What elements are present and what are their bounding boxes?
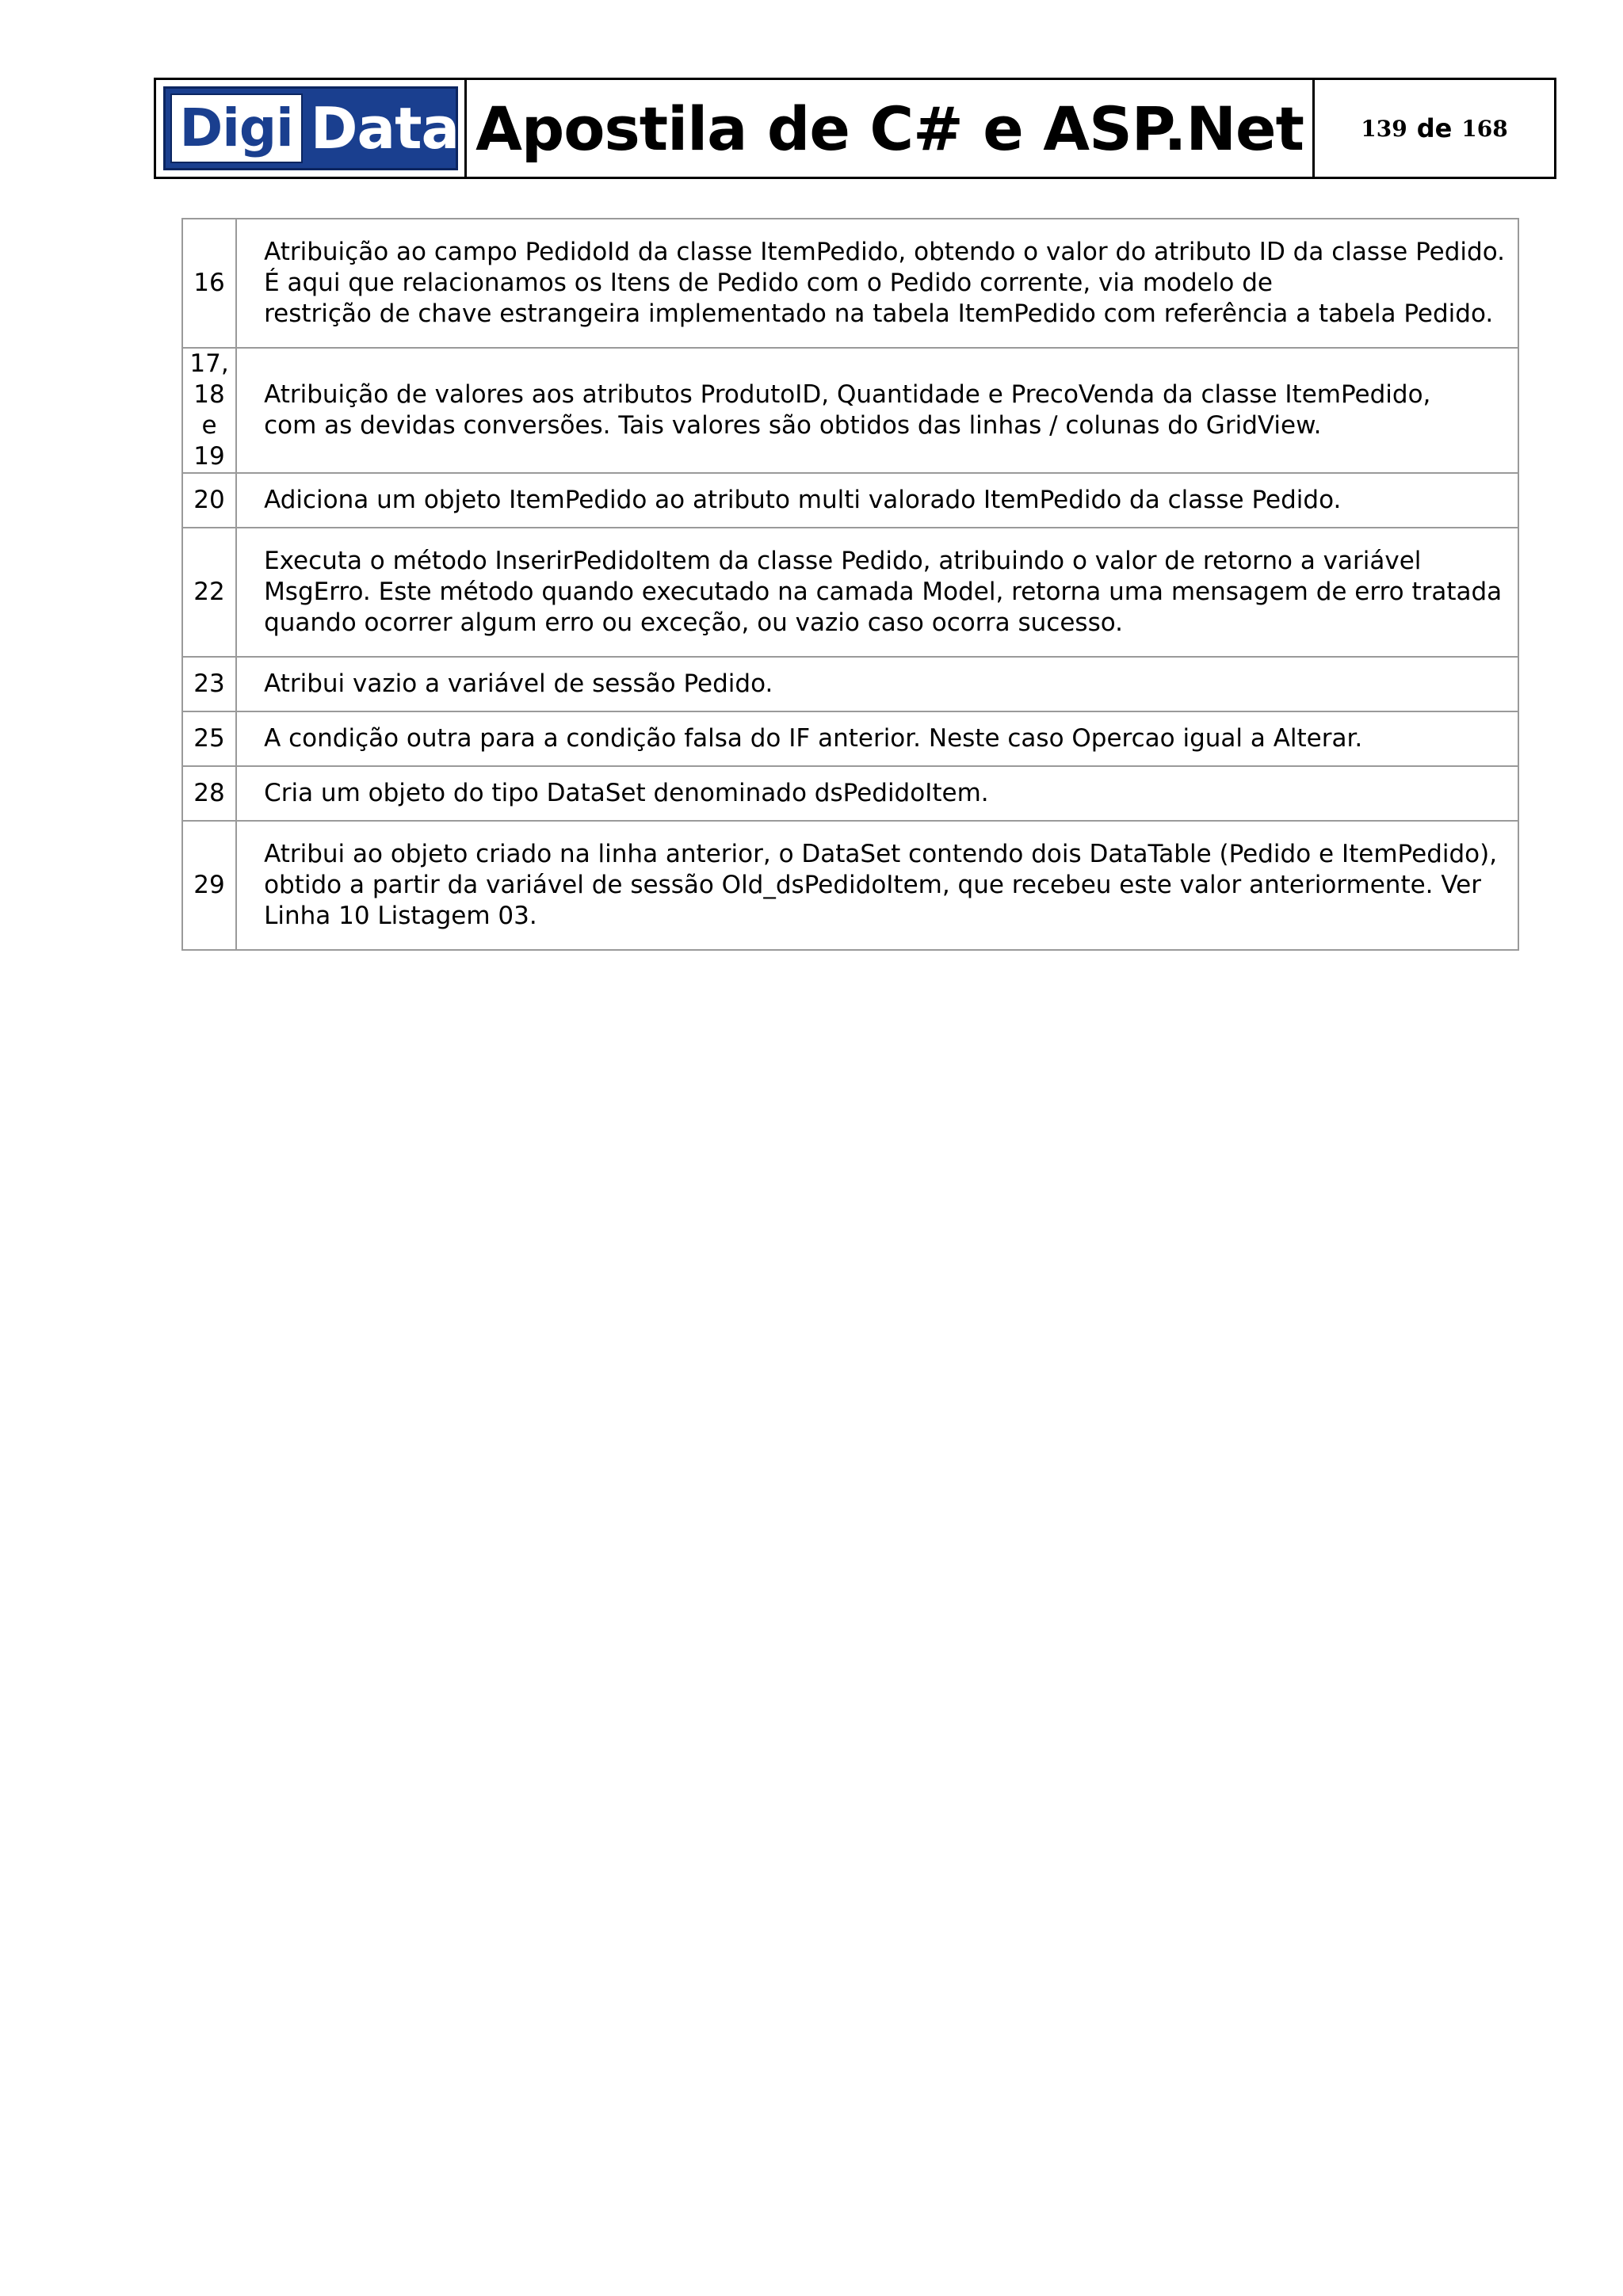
logo-text-digi: Digi (170, 93, 303, 163)
line-number: 28 (182, 766, 236, 821)
description-line: Atribuição ao campo PedidoId da classe ItemPedido, obtendo o valor do atributo ID da classe Pedido. (264, 238, 1505, 266)
table-row (182, 766, 1518, 821)
logo-text-data: Data (310, 95, 460, 162)
line-description (236, 473, 1518, 528)
description-line: A condição outra para a condição falsa do IF anterior. Neste caso Opercao igual a Alterar. (264, 724, 1363, 753)
description-line: Executa o método InserirPedidoItem da classe Pedido, atribuindo o valor de retorno a variável (264, 547, 1422, 575)
page-separator: de (1416, 113, 1453, 143)
description-line: com as devidas conversões. Tais valores são obtidos das linhas / colunas do GridView. (264, 411, 1322, 440)
line-description (236, 766, 1518, 821)
description-line: MsgErro. Este método quando executado na camada Model, retorna uma mensagem de erro tratada (264, 578, 1503, 606)
description-line: Adiciona um objeto ItemPedido ao atributo multi valorado ItemPedido da classe Pedido. (264, 486, 1342, 514)
title-cell (467, 80, 1315, 177)
line-number: 16 (182, 219, 236, 348)
description-line: quando ocorrer algum erro ou exceção, ou vazio caso ocorra sucesso. (264, 608, 1124, 637)
page-number (1315, 80, 1554, 177)
table-row (182, 711, 1518, 766)
table-row (182, 657, 1518, 711)
description-line: obtido a partir da variável de sessão Old_dsPedidoItem, que recebeu este valor anteriormente. Ver (264, 871, 1482, 899)
line-number: 20 (182, 473, 236, 528)
description-line: Atribuição de valores aos atributos ProdutoID, Quantidade e PrecoVenda da classe ItemPedido, (264, 380, 1431, 409)
line-number: 22 (182, 528, 236, 657)
document-title: Apostila de C# e ASP.Net (475, 93, 1304, 164)
description-line: restrição de chave estrangeira implementado na tabela ItemPedido com referência a tabela Pedido. (264, 299, 1494, 328)
line-number: 25 (182, 711, 236, 766)
line-description (236, 528, 1518, 657)
line-description (236, 657, 1518, 711)
table-row (182, 348, 1518, 473)
page-current: 139 (1361, 115, 1407, 142)
digidata-logo (163, 86, 458, 170)
line-number: 23 (182, 657, 236, 711)
table-row (182, 219, 1518, 348)
table-row (182, 473, 1518, 528)
page-total: 168 (1461, 115, 1508, 142)
line-description (236, 711, 1518, 766)
table-row (182, 821, 1518, 950)
description-line: É aqui que relacionamos os Itens de Pedido com o Pedido corrente, via modelo de (264, 269, 1273, 297)
description-line: Cria um objeto do tipo DataSet denominado dsPedidoItem. (264, 779, 989, 807)
description-line: Atribui ao objeto criado na linha anterior, o DataSet contendo dois DataTable (Pedido e ItemPedido), (264, 840, 1498, 868)
line-number: 17, 18 e 19 (182, 348, 236, 473)
line-explanation-table (181, 218, 1519, 951)
logo-cell (156, 80, 467, 177)
description-line: Atribui vazio a variável de sessão Pedido. (264, 669, 773, 698)
description-line: Linha 10 Listagem 03. (264, 902, 537, 930)
table-row (182, 528, 1518, 657)
line-description (236, 219, 1518, 348)
line-description (236, 821, 1518, 950)
page-header (154, 78, 1556, 179)
line-description (236, 348, 1518, 473)
line-number: 29 (182, 821, 236, 950)
